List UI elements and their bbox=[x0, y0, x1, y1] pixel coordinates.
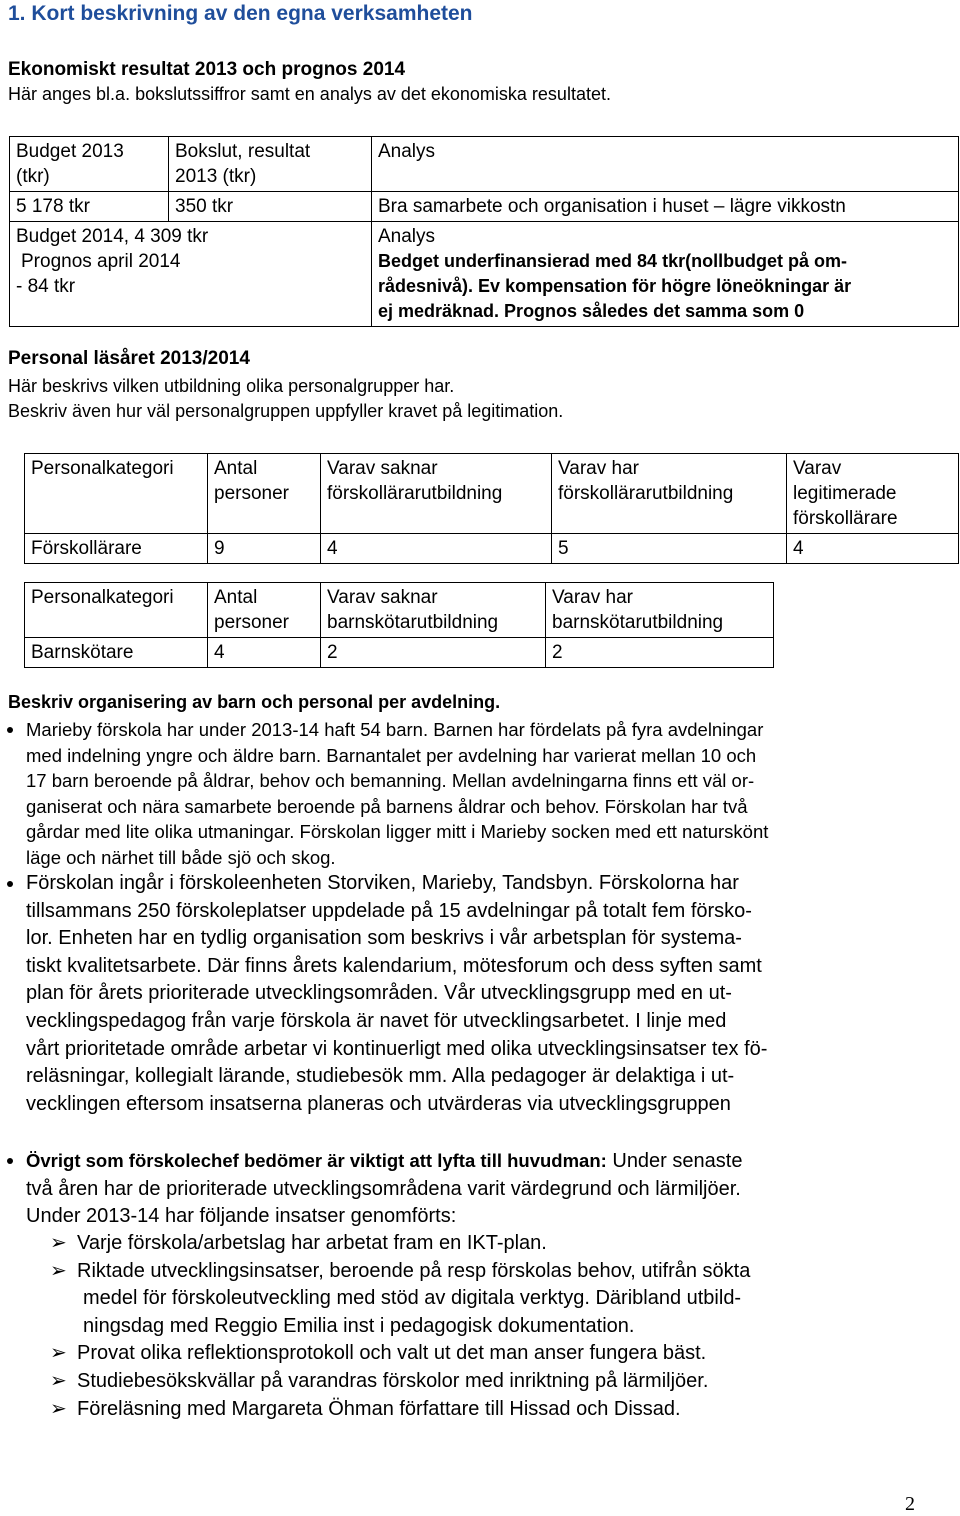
has-education-header bbox=[552, 454, 787, 534]
paragraph-line: ganiserat och nära samarbete beroende på barnens åldrar och behov. Förskolan har två bbox=[26, 795, 748, 817]
paragraph-line: Förskolan ingår i förskoleenheten Storviken, Marieby, Tandsbyn. Förskolorna har bbox=[26, 872, 739, 894]
analysis-2013-text: Bra samarbete och organisation i huset – lägre vikkostn bbox=[372, 192, 959, 222]
econ-title: Ekonomiskt resultat 2013 och prognos 2014 bbox=[8, 59, 406, 80]
list-item bbox=[50, 1340, 750, 1368]
forecast-label: Prognos april 2014 bbox=[21, 251, 181, 272]
bullet-icon bbox=[7, 1158, 13, 1164]
paragraph-line: vårt prioritetade område arbetar vi kontinuerligt med olika utvecklingsinsatser tex fö- bbox=[26, 1037, 768, 1060]
header-label: Varav har bbox=[558, 458, 639, 479]
bullet-icon bbox=[7, 727, 13, 733]
missing-cell: 2 bbox=[321, 638, 546, 668]
category-header bbox=[25, 583, 208, 638]
analysis-2014-line: rådesnivå). Ev kompensation för högre löneökningar är bbox=[378, 276, 852, 296]
list-item-text: Varje förskola/arbetslag har arbetat fram en IKT-plan. bbox=[77, 1232, 547, 1254]
paragraph-line: Marieby förskola har under 2013-14 haft 54 barn. Barnen har fördelats på fyra avdelningar bbox=[26, 719, 764, 740]
paragraph-line: reläsningar, kollegialt lärande, studiebesök mm. Alla pedagoger är delaktiga i ut- bbox=[26, 1065, 735, 1088]
category-cell: Förskollärare bbox=[25, 534, 208, 564]
arrow-bullet-icon: ➢ bbox=[50, 1397, 67, 1420]
paragraph-line bbox=[26, 1147, 742, 1176]
header-label: Varav har bbox=[552, 587, 633, 608]
header-label: Varav bbox=[793, 458, 842, 479]
header-label: Personalkategori bbox=[31, 587, 174, 608]
list-item-text: Riktade utvecklingsinsatser, beroende på resp förskolas behov, utifrån sökta bbox=[77, 1259, 751, 1282]
analysis-header-label: Analys bbox=[378, 141, 436, 162]
paragraph-line: läge och närhet till både sjö och skog. bbox=[26, 846, 336, 868]
paragraph-line: 17 barn beroende på åldrar, behov och bemanning. Mellan avdelningarna finns ett väl or- bbox=[26, 770, 755, 791]
personal-line: Beskriv även hur väl personalgruppen uppfyller kravet på legitimation. bbox=[8, 401, 564, 421]
bullet-icon bbox=[7, 881, 13, 887]
header-label: Varav saknar bbox=[327, 587, 438, 608]
personal-title: Personal läsåret 2013/2014 bbox=[8, 348, 250, 369]
budget-2014-cell bbox=[10, 222, 372, 327]
arrow-bullet-icon: ➢ bbox=[50, 1259, 67, 1282]
header-label: barnskötarutbildning bbox=[327, 612, 499, 633]
analysis-2014-cell bbox=[372, 222, 959, 327]
table-row bbox=[25, 534, 959, 564]
budget-2014-value: Budget 2014, 4 309 tkr bbox=[16, 226, 209, 247]
paragraph-line: gårdar med lite olika utmaningar. Förskolan ligger mitt i Marieby socken med ett naturskönt bbox=[26, 821, 769, 842]
licensed-header bbox=[787, 454, 959, 534]
licensed-cell: 4 bbox=[787, 534, 959, 564]
paragraph-line: två åren har de prioriterade utvecklingsområdena varit värdegrund och lärmiljöer. bbox=[26, 1177, 741, 1200]
section-heading: 1. Kort beskrivning av den egna verksamheten bbox=[8, 2, 473, 25]
organisation-title: Beskriv organisering av barn och personal per avdelning. bbox=[8, 692, 501, 712]
analysis-2014-line: Bedget underfinansierad med 84 tkr(nollbudget på om- bbox=[378, 251, 848, 271]
count-cell: 4 bbox=[208, 638, 321, 668]
header-label: Varav saknar bbox=[327, 458, 438, 479]
header-label: barnskötarutbildning bbox=[552, 612, 724, 633]
budget-header-cell bbox=[10, 137, 169, 192]
analysis-header-cell bbox=[372, 137, 959, 192]
has-cell: 5 bbox=[552, 534, 787, 564]
header-label: personer bbox=[214, 612, 289, 633]
page-number: 2 bbox=[905, 1493, 915, 1515]
missing-cell: 4 bbox=[321, 534, 552, 564]
has-cell: 2 bbox=[546, 638, 774, 668]
budget-table bbox=[9, 136, 959, 327]
budget-header-unit: (tkr) bbox=[16, 166, 50, 187]
header-label: Antal bbox=[214, 458, 258, 479]
arrow-bullet-icon: ➢ bbox=[50, 1342, 67, 1365]
list-item-text: medel för förskoleutveckling med stöd av digitala verktyg. Däribland utbild- bbox=[83, 1287, 742, 1310]
list-item bbox=[50, 1230, 750, 1258]
list-item-text: Studiebesökskvällar på varandras förskolor med inriktning på lärmiljöer. bbox=[77, 1369, 709, 1392]
assistants-table bbox=[24, 582, 774, 668]
paragraph-line: tillsammans 250 förskoleplatser uppdelade på 15 avdelningar på totalt fem försko- bbox=[26, 899, 752, 922]
paragraph-line: lor. Enheten har en tydlig organisation som beskrivs i vår arbetsplan för systema- bbox=[26, 927, 742, 950]
budget-header-label: Budget 2013 bbox=[16, 141, 124, 162]
list-item bbox=[50, 1258, 750, 1341]
header-label: Personalkategori bbox=[31, 458, 174, 479]
has-education-header bbox=[546, 583, 774, 638]
arrow-bullet-icon: ➢ bbox=[50, 1369, 67, 1392]
category-header bbox=[25, 454, 208, 534]
personal-line: Här beskrivs vilken utbildning olika personalgrupper har. bbox=[8, 376, 455, 396]
missing-education-header bbox=[321, 454, 552, 534]
lead-rest: Under senaste bbox=[606, 1150, 743, 1172]
header-label: Antal bbox=[214, 587, 258, 608]
count-header bbox=[208, 583, 321, 638]
paragraph-line: vecklingspedagog från varje förskola är navet för utvecklingsarbetet. I linje med bbox=[26, 1009, 727, 1032]
bullet-paragraph bbox=[26, 717, 768, 870]
list-item-text: Provat olika reflektionsprotokoll och valt ut det man anser fungera bäst. bbox=[77, 1342, 707, 1365]
header-label: legitimerade bbox=[793, 483, 897, 504]
header-label: förskollärare bbox=[793, 508, 898, 529]
result-header-label: Bokslut, resultat bbox=[175, 141, 311, 162]
count-header bbox=[208, 454, 321, 534]
econ-subtitle: Här anges bl.a. bokslutssiffror samt en analys av det ekonomiska resultatet. bbox=[8, 84, 611, 104]
paragraph-line: tiskt kvalitetsarbete. Där finns årets kalendarium, mötesforum och dess syften samt bbox=[26, 954, 762, 977]
bullet-paragraph bbox=[26, 1147, 742, 1231]
header-label: personer bbox=[214, 483, 289, 504]
arrow-bullet-icon: ➢ bbox=[50, 1232, 67, 1254]
list-item-text: Föreläsning med Margareta Öhman författare till Hissad och Dissad. bbox=[77, 1397, 681, 1420]
result-2013-value: 350 tkr bbox=[169, 192, 372, 222]
bullet-paragraph bbox=[26, 870, 767, 1118]
arrow-list bbox=[50, 1230, 750, 1423]
header-label: förskollärarutbildning bbox=[558, 483, 734, 504]
count-cell: 9 bbox=[208, 534, 321, 564]
header-label: förskollärarutbildning bbox=[327, 483, 503, 504]
analysis-2014-label: Analys bbox=[378, 226, 436, 247]
paragraph-line: plan för årets prioriterade utvecklingsområden. Vår utvecklingsgrupp med en ut- bbox=[26, 982, 732, 1005]
paragraph-line: vecklingen eftersom insatserna planeras och utvärderas via utvecklingsgruppen bbox=[26, 1092, 731, 1115]
list-item bbox=[50, 1396, 750, 1424]
paragraph-line: med indelning yngre och äldre barn. Barnantalet per avdelning har varierat mellan 10 och bbox=[26, 744, 757, 766]
category-cell: Barnskötare bbox=[25, 638, 208, 668]
table-row bbox=[25, 638, 774, 668]
result-header-unit: 2013 (tkr) bbox=[175, 166, 257, 187]
result-header-cell bbox=[169, 137, 372, 192]
list-item-text: ningsdag med Reggio Emilia inst i pedagogisk dokumentation. bbox=[83, 1314, 635, 1337]
paragraph-line: Under 2013-14 har följande insatser genomförts: bbox=[26, 1205, 457, 1228]
budget-2013-value: 5 178 tkr bbox=[10, 192, 169, 222]
forecast-value: - 84 tkr bbox=[16, 276, 76, 297]
analysis-2014-line: ej medräknad. Prognos således det samma som 0 bbox=[378, 301, 805, 321]
bold-lead: Övrigt som förskolechef bedömer är viktigt att lyfta till huvudman: bbox=[26, 1150, 607, 1171]
missing-education-header bbox=[321, 583, 546, 638]
list-item bbox=[50, 1368, 750, 1396]
teachers-table bbox=[24, 453, 959, 564]
